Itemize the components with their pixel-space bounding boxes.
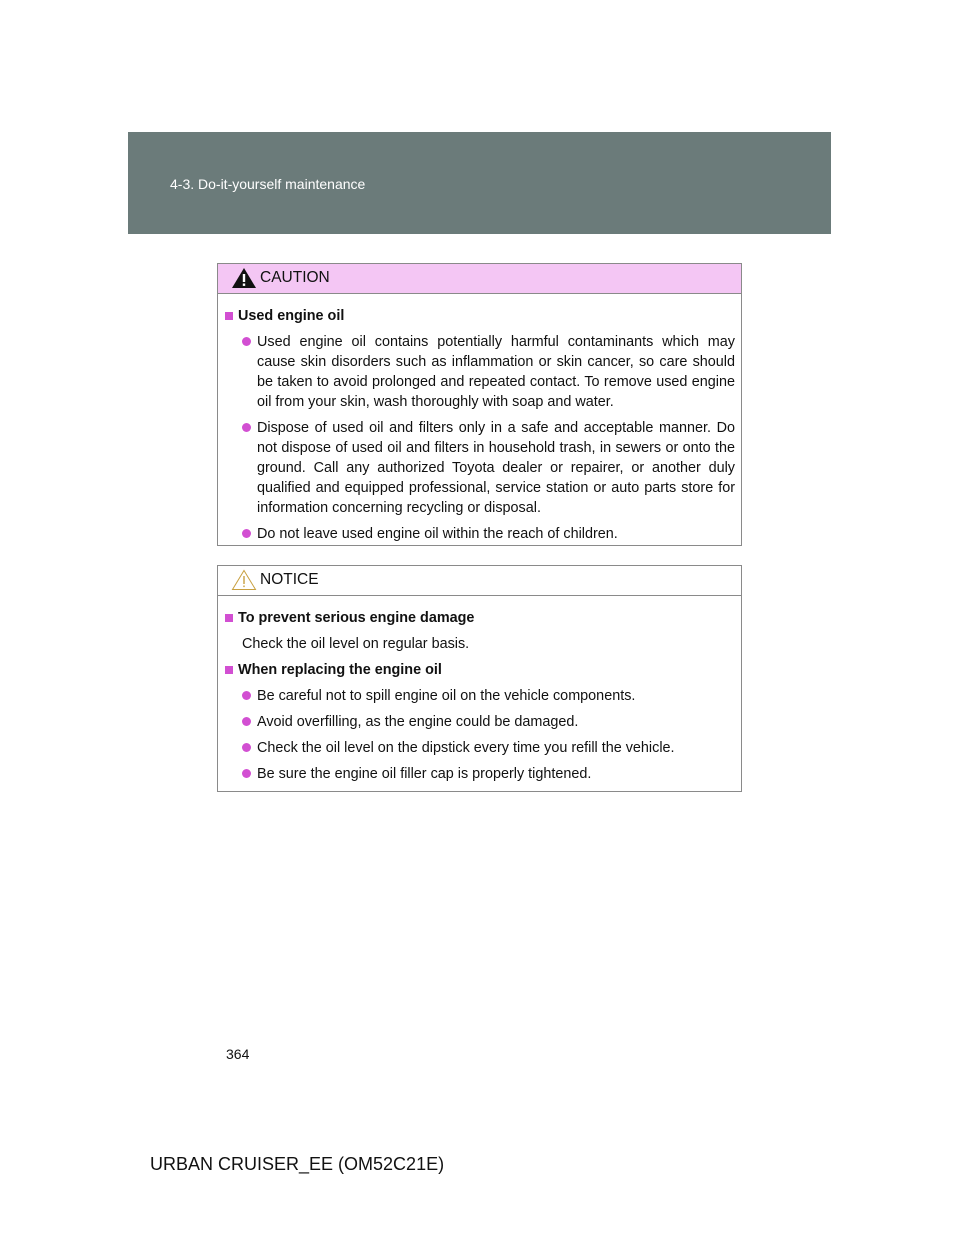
notice-section-title: When replacing the engine oil <box>225 660 735 680</box>
caution-section-title: Used engine oil <box>225 306 735 326</box>
dot-bullet-icon <box>242 743 251 752</box>
list-item: Do not leave used engine oil within the reach of children. <box>242 524 735 544</box>
list-item: Check the oil level on the dipstick every time you refill the vehicle. <box>242 738 735 758</box>
notice-label: NOTICE <box>260 571 319 588</box>
list-item: Avoid overfilling, as the engine could be damaged. <box>242 712 735 732</box>
notice-section-title: To prevent serious engine damage <box>225 608 735 628</box>
caution-label: CAUTION <box>260 269 330 286</box>
dot-bullet-icon <box>242 769 251 778</box>
list-item: Used engine oil contains potentially harmful contaminants which may cause skin disorders such as inflammation or skin cancer, so care should be taken to avoid prolonged and repeated contact. To remove used engine oil from your skin, wash thoroughly with soap and water. <box>242 332 735 412</box>
notice-header <box>218 566 741 596</box>
dot-bullet-icon <box>242 691 251 700</box>
page-header <box>128 132 831 234</box>
dot-bullet-icon <box>242 337 251 346</box>
dot-bullet-icon <box>242 529 251 538</box>
caution-box <box>217 263 742 546</box>
section-title: 4-3. Do-it-yourself maintenance <box>170 176 366 192</box>
warning-triangle-outline-icon <box>231 569 257 591</box>
notice-box <box>217 565 742 792</box>
list-item: Dispose of used oil and filters only in a safe and acceptable manner. Do not dispose of used oil and filters in household trash, in sewers or onto the ground. Call any authorized Toyota dealer or repairer, or another duly qualified and equipped professional, service station or auto parts store for information concerning recycling or disposal. <box>242 418 735 518</box>
square-bullet-icon <box>225 666 233 674</box>
list-item: Be careful not to spill engine oil on the vehicle components. <box>242 686 735 706</box>
caution-header <box>218 264 741 294</box>
warning-triangle-filled-icon <box>231 267 257 289</box>
dot-bullet-icon <box>242 423 251 432</box>
page-number: 364 <box>226 1046 250 1062</box>
document-footer: URBAN CRUISER_EE (OM52C21E) <box>150 1154 445 1174</box>
dot-bullet-icon <box>242 717 251 726</box>
square-bullet-icon <box>225 614 233 622</box>
square-bullet-icon <box>225 312 233 320</box>
notice-text: Check the oil level on regular basis. <box>242 636 470 652</box>
list-item: Be sure the engine oil filler cap is properly tightened. <box>242 764 735 784</box>
